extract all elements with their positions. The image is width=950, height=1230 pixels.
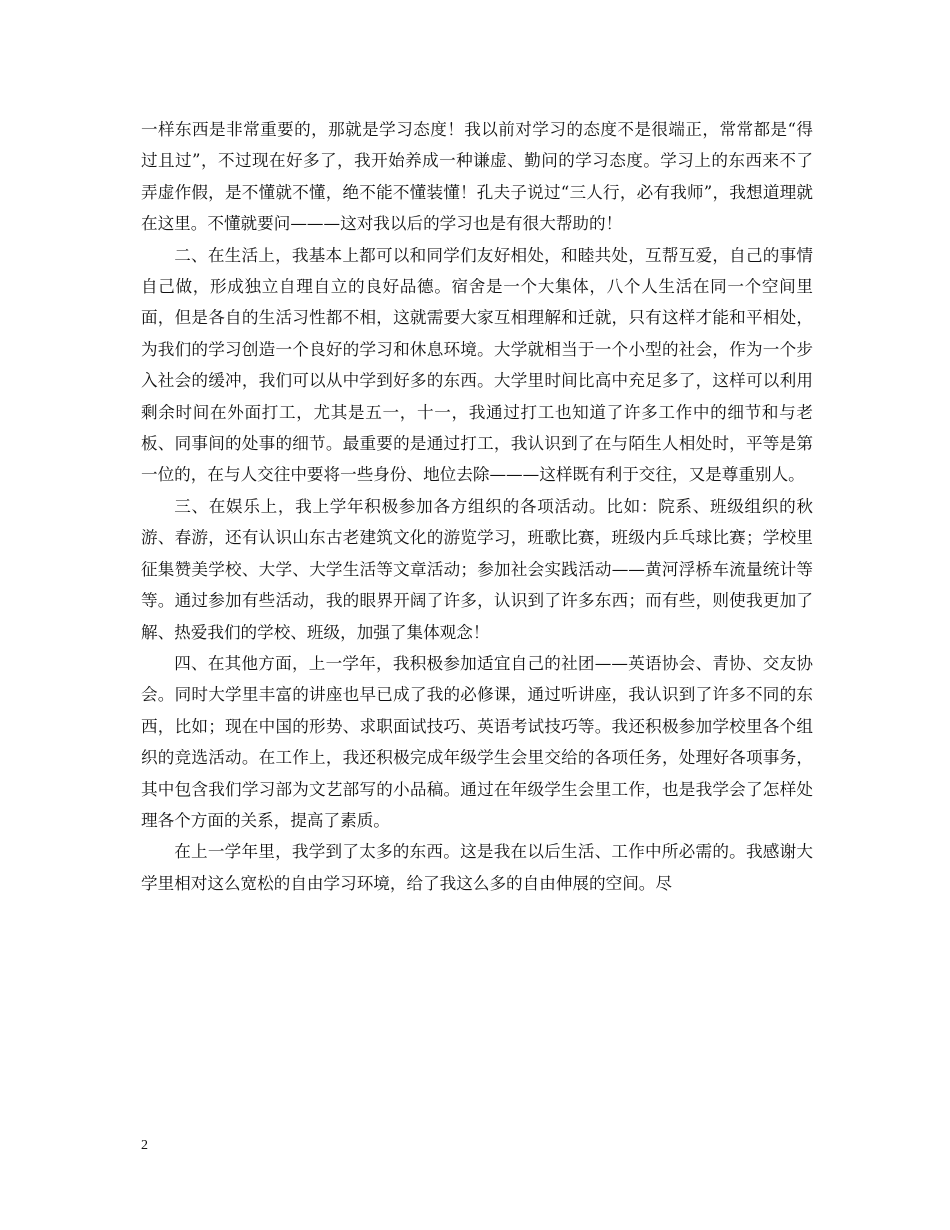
document-body xyxy=(141,114,813,899)
paragraph-other-aspects: 四、在其他方面，上一学年，我积极参加适宜自己的社团——英语协会、青协、交友协会。同时大学里丰富的讲座也早已成了我的必修课，通过听讲座，我认识到了许多不同的东西，比如；现在中国的形势、求职面试技巧、英语考试技巧等。我还积极参加学校里各个组织的竞选活动。在工作上，我还积极完成年级学生会里交给的各项任务，处理好各项事务，其中包含我们学习部为文艺部写的小品稿。通过在年级学生会里工作，也是我学会了怎样处理各个方面的关系，提高了素质。 xyxy=(141,653,813,830)
paragraph-summary: 在上一学年里，我学到了太多的东西。这是我在以后生活、工作中所必需的。我感谢大学里相对这么宽松的自由学习环境，给了我这么多的自由伸展的空间。尽 xyxy=(141,842,813,893)
paragraph-continuation: 一样东西是非常重要的，那就是学习态度！我以前对学习的态度不是很端正，常常都是“得过且过”，不过现在好多了，我开始养成一种谦虚、勤问的学习态度。学习上的东西来不了弄虚作假，是不懂就不懂，绝不能不懂装懂！孔夫子说过“三人行，必有我师”，我想道理就在这里。不懂就要问———这对我以后的学习也是有很大帮助的！ xyxy=(141,120,813,234)
page-number: 2 xyxy=(141,1138,148,1153)
paragraph-entertainment: 三、在娱乐上，我上学年积极参加各方组织的各项活动。比如：院系、班级组织的秋游、春游，还有认识山东古老建筑文化的游览学习，班歌比赛，班级内乒乓球比赛；学校里征集赞美学校、大学、大学生活等文章活动；参加社会实践活动——黄河浮桥车流量统计等等。通过参加有些活动，我的眼界开阔了许多，认识到了许多东西；而有些，则使我更加了解、热爱我们的学校、班级，加强了集体观念！ xyxy=(141,496,813,642)
paragraph-life: 二、在生活上，我基本上都可以和同学们友好相处，和睦共处，互帮互爱，自己的事情自己做，形成独立自理自立的良好品德。宿舍是一个大集体，八个人生活在同一个空间里面，但是各自的生活习性都不相，这就需要大家互相理解和迁就，只有这样才能和平相处，为我们的学习创造一个良好的学习和休息环境。大学就相当于一个小型的社会，作为一个步入社会的缓冲，我们可以从中学到好多的东西。大学里时间比高中充足多了，这样可以利用剩余时间在外面打工，尤其是五一，十一，我通过打工也知道了许多工作中的细节和与老板、同事间的处事的细节。最重要的是通过打工，我认识到了在与陌生人相处时，平等是第一位的，在与人交往中要将一些身份、地位去除———这样既有利于交往，又是尊重别人。 xyxy=(141,245,813,485)
